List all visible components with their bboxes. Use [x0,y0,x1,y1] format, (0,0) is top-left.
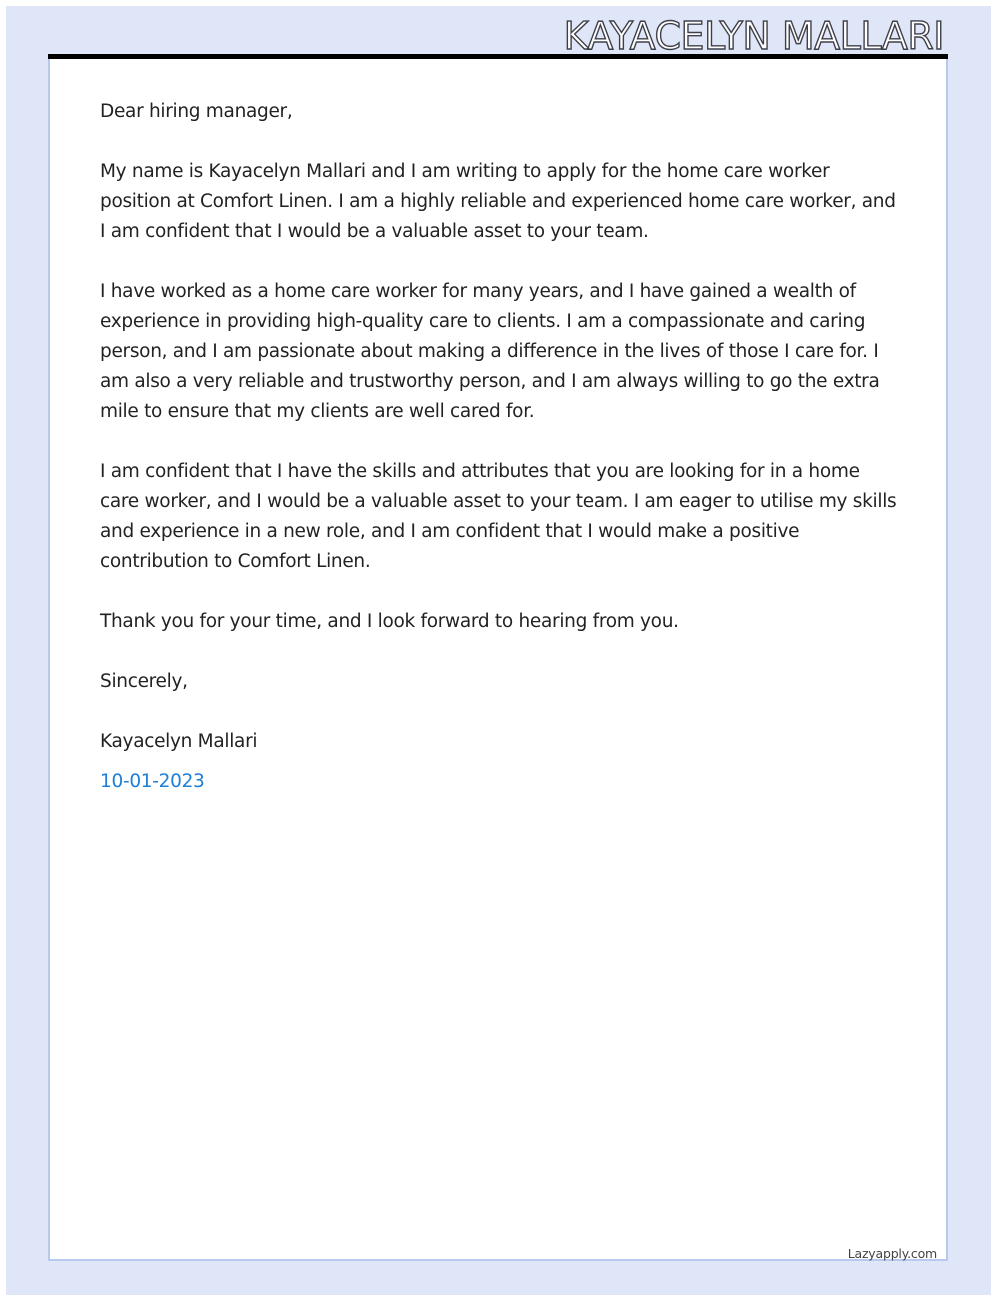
paragraph-introduction: My name is Kayacelyn Mallari and I am writing to apply for the home care worker position at Comfort Linen. I am a highly reliable and experienced home care worker, and I am confident that I would be a valuable asset to your team. [100,161,896,242]
paragraph-skills: I am confident that I have the skills and attributes that you are looking for in a home care worker, and I would be a valuable asset to your team. I am eager to utilise my skills and experience in a new role, and I am confident that I would make a positive contribution to Comfort Linen. [100,461,897,572]
paragraph-thanks: Thank you for your time, and I look forward to hearing from you. [100,611,679,632]
paragraph-experience: I have worked as a home care worker for many years, and I have gained a wealth of experience in providing high-quality care to clients. I am a compassionate and caring person, and I am passionate about making a difference in the lives of those I care for. I am also a very reliable and trustworthy person, and I am always willing to go the extra mile to ensure that my clients are well cared for. [100,281,880,422]
cover-letter-body [100,97,900,797]
footer-watermark: Lazyapply.com [847,1246,937,1261]
signer-name: Kayacelyn Mallari [100,731,258,752]
closing: Sincerely, [100,671,188,692]
salutation: Dear hiring manager, [100,101,293,122]
applicant-name-heading: KAYACELYN MALLARI [563,14,944,58]
letter-date: 10-01-2023 [100,771,205,792]
